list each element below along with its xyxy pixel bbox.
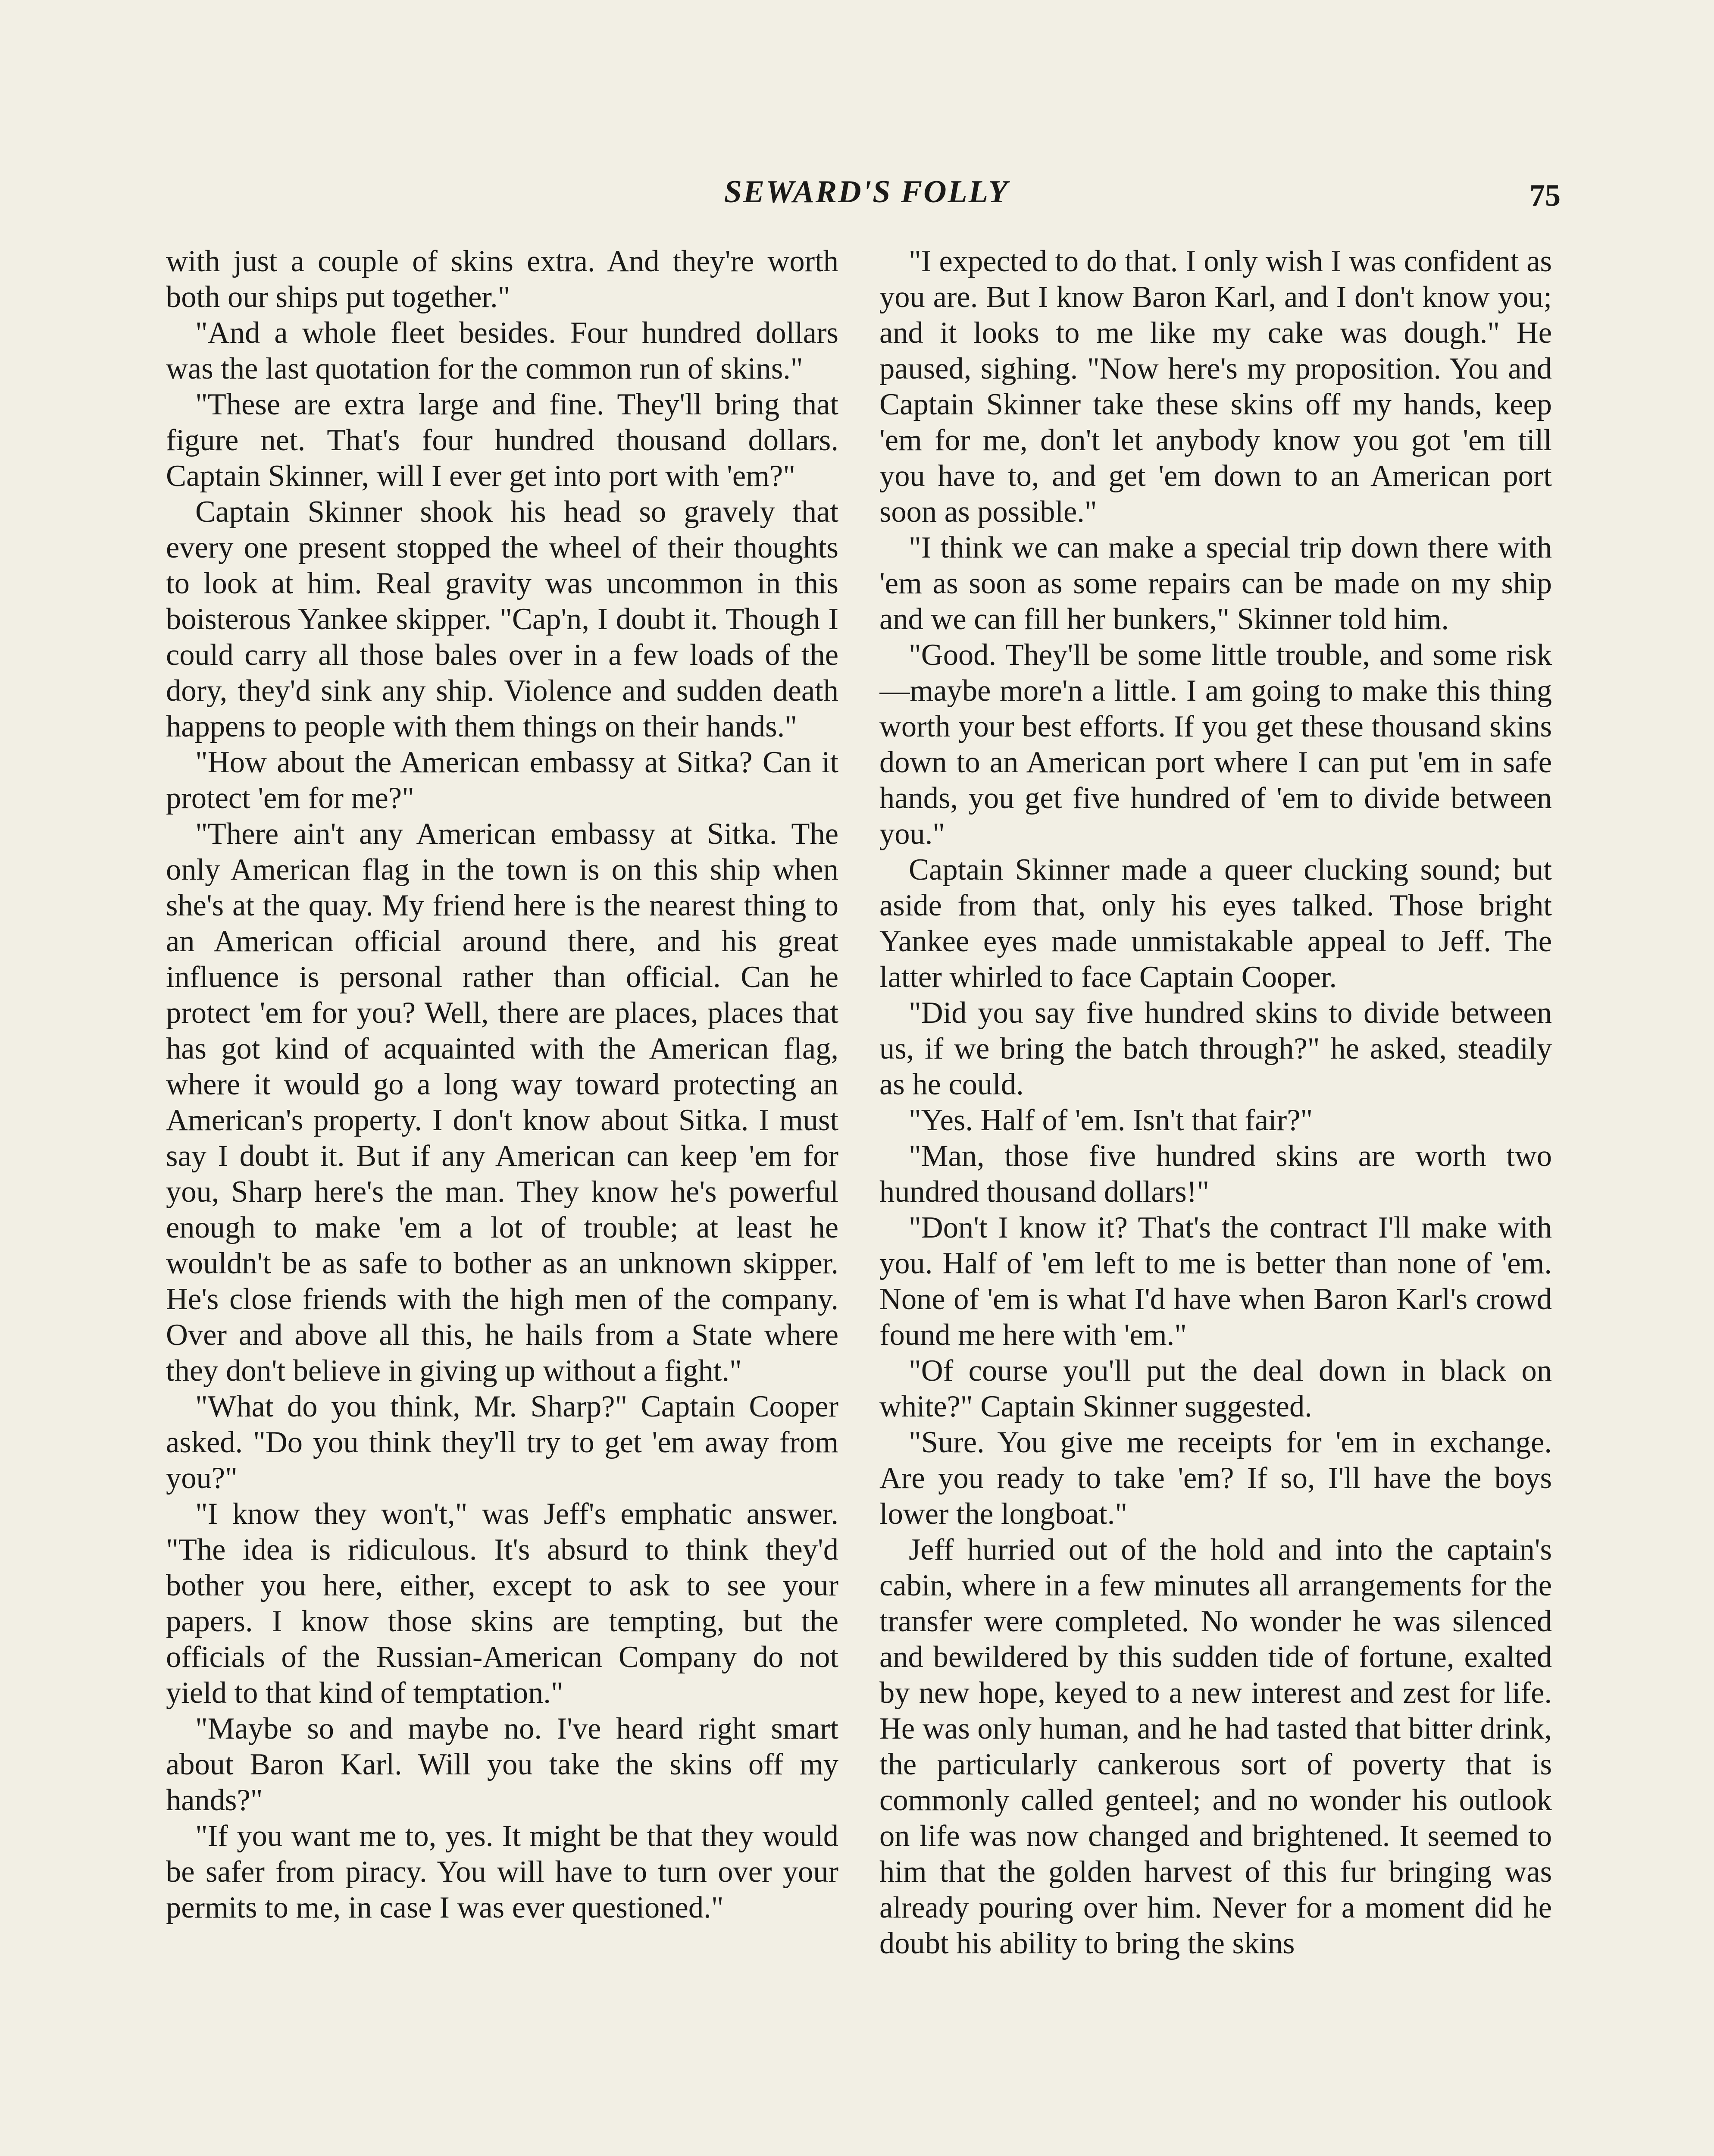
paragraph: Captain Skinner shook his head so gravely that every one present stopped the wheel of their thoughts to look at him. Real gravity was uncommon in this boisterous Yankee skipper. "Cap'n, I doubt it. Though I could carry all those bales over in a few loads of the dory, they'd sink any ship. Violence and sudden death happens to people with them things on their hands." <box>166 495 838 743</box>
paragraph: "Good. They'll be some little trouble, and some risk—maybe more'n a little. I am going to make this thing worth your best efforts. If you get these thousand skins down to an American port where I can put 'em in safe hands, you get five hundred of 'em to divide between you." <box>879 638 1552 851</box>
paragraph: "How about the American embassy at Sitka? Can it protect 'em for me?" <box>166 746 838 815</box>
paragraph: Jeff hurried out of the hold and into the captain's cabin, where in a few minutes all arrangements for the transfer were completed. No wonder he was silenced and bewildered by this sudden tide of fortune, exalted by new hope, keyed to a new interest and zest for life. He was only human, and he had tasted that bitter drink, the particularly cankerous sort of poverty that is commonly called genteel; and no wonder his outlook on life was now changed and brightened. It seemed to him that the golden harvest of this fur bringing was already pouring over him. Never for a moment did he doubt his ability to bring the skins <box>879 1533 1552 1960</box>
paragraph: "I know they won't," was Jeff's emphatic answer. "The idea is ridiculous. It's absurd to think they'd bother you here, either, except to ask to see your papers. I know those skins are tempting, but the officials of the Russian-American Company do not yield to that kind of temptation." <box>166 1497 838 1710</box>
paragraph: "Did you say five hundred skins to divide between us, if we bring the batch through?" he asked, steadily as he could. <box>879 996 1552 1101</box>
paragraph: "Of course you'll put the deal down in black on white?" Captain Skinner suggested. <box>879 1354 1552 1423</box>
paragraph: "If you want me to, yes. It might be that they would be safer from piracy. You will have to turn over your permits to me, in case I was ever questioned." <box>166 1819 838 1924</box>
paragraph: "Yes. Half of 'em. Isn't that fair?" <box>909 1103 1313 1137</box>
running-title: SEWARD'S FOLLY <box>724 174 1009 210</box>
right-column <box>879 244 1552 2156</box>
paragraph: "Sure. You give me receipts for 'em in exchange. Are you ready to take 'em? If so, I'll have the boys lower the longboat." <box>879 1426 1552 1531</box>
paragraph: "These are extra large and fine. They'll bring that figure net. That's four hundred thousand dollars. Captain Skinner, will I ever get into port with 'em?" <box>166 388 838 493</box>
left-column <box>166 244 838 2156</box>
paragraph: "There ain't any American embassy at Sitka. The only American flag in the town is on this ship when she's at the quay. My friend here is the nearest thing to an American official around there, and his great influence is personal rather than official. Can he protect 'em for you? Well, there are places, places that has got kind of acquainted with the American flag, where it would go a long way toward protecting an American's property. I don't know about Sitka. I must say I doubt it. But if any American can keep 'em for you, Sharp here's the man. They know he's powerful enough to make 'em a lot of trouble; at least he wouldn't be as safe to bother as an unknown skipper. He's close friends with the high men of the company. Over and above all this, he hails from a State where they don't believe in giving up without a fight." <box>166 817 838 1388</box>
paragraph: "Don't I know it? That's the contract I'll make with you. Half of 'em left to me is better than none of 'em. None of 'em is what I'd have when Baron Karl's crowd found me here with 'em." <box>879 1211 1552 1352</box>
paragraph: Captain Skinner made a queer clucking sound; but aside from that, only his eyes talked. Those bright Yankee eyes made unmistakable appeal to Jeff. The latter whirled to face Captain Cooper. <box>879 853 1552 994</box>
running-head <box>0 170 1714 218</box>
paragraph: "Maybe so and maybe no. I've heard right smart about Baron Karl. Will you take the skins off my hands?" <box>166 1712 838 1817</box>
paragraph: with just a couple of skins extra. And they're worth both our ships put together." <box>166 244 838 314</box>
paragraph: "I expected to do that. I only wish I was confident as you are. But I know Baron Karl, and I don't know you; and it looks to me like my cake was dough." He paused, sighing. "Now here's my proposition. You and Captain Skinner take these skins off my hands, keep 'em for me, don't let anybody know you got 'em till you have to, and get 'em down to an American port soon as possible." <box>879 244 1552 529</box>
paragraph: "What do you think, Mr. Sharp?" Captain Cooper asked. "Do you think they'll try to get 'em away from you?" <box>166 1390 838 1495</box>
paragraph: "I think we can make a special trip down there with 'em as soon as some repairs can be made on my ship and we can fill her bunkers," Skinner told him. <box>879 531 1552 636</box>
paragraph: "Man, those five hundred skins are worth two hundred thousand dollars!" <box>879 1139 1552 1209</box>
paragraph: "And a whole fleet besides. Four hundred dollars was the last quotation for the common run of skins." <box>166 316 838 385</box>
page-number: 75 <box>1529 178 1561 213</box>
